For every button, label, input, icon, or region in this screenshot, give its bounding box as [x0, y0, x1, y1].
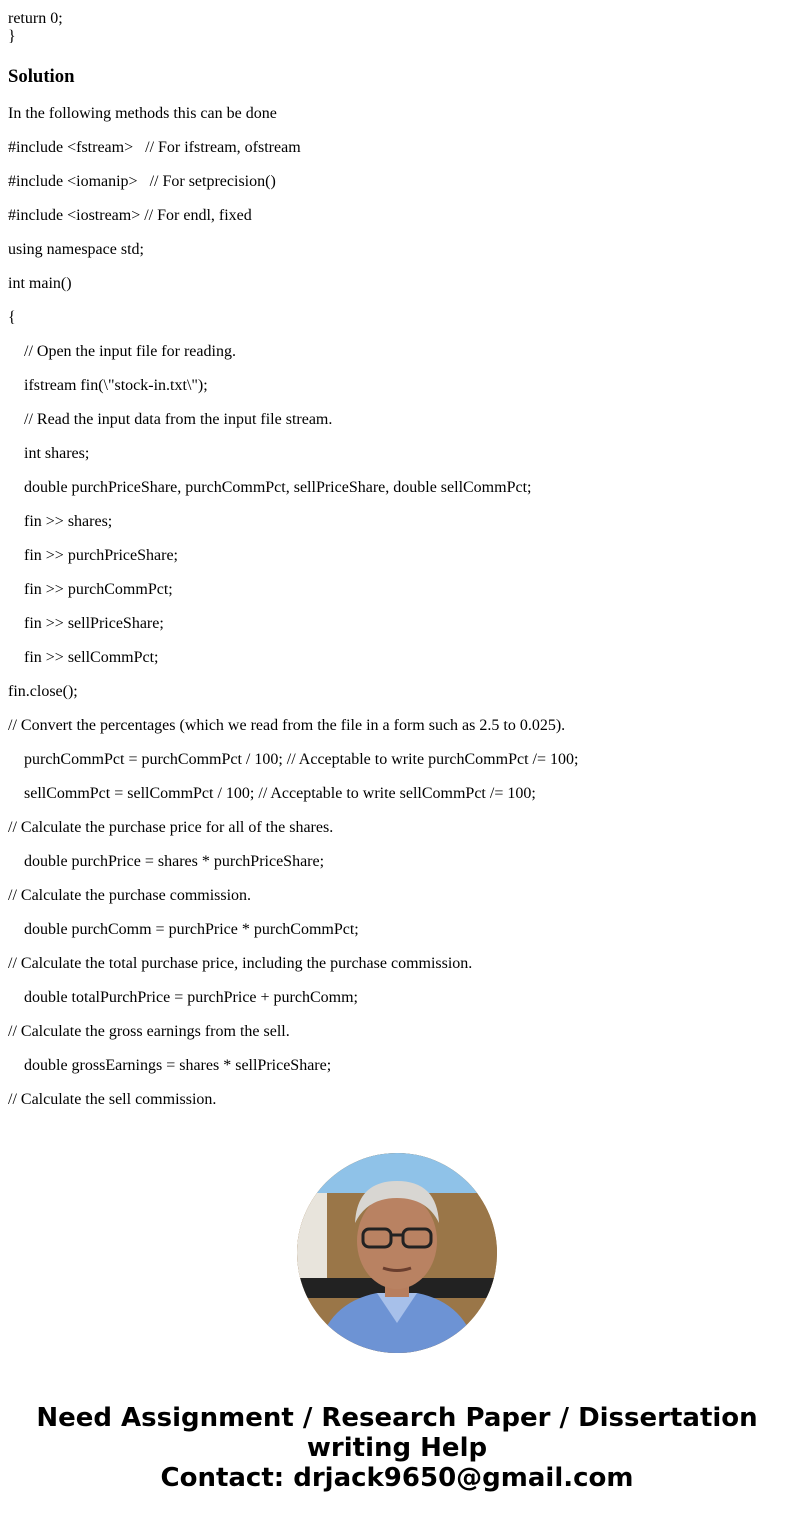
- banner-line: Need Assignment / Research Paper / Dissertation: [36, 1403, 758, 1433]
- solution-body: [8, 105, 788, 1125]
- code-line: // Calculate the total purchase price, including the purchase commission.: [8, 955, 473, 972]
- code-line: // Convert the percentages (which we read from the file in a form such as 2.5 to 0.025).: [8, 717, 566, 734]
- code-line: double purchPriceShare, purchCommPct, sellPriceShare, double sellCommPct;: [24, 479, 532, 496]
- code-line: #include <iostream> // For endl, fixed: [8, 207, 252, 224]
- code-line: {: [8, 309, 16, 326]
- code-line: fin >> purchPriceShare;: [24, 547, 178, 564]
- code-line: sellCommPct = sellCommPct / 100; // Acceptable to write sellCommPct /= 100;: [24, 785, 536, 802]
- contact-banner: [0, 1403, 794, 1493]
- code-line: fin.close();: [8, 683, 78, 700]
- code-line: using namespace std;: [8, 241, 144, 258]
- code-line: double purchPrice = shares * purchPriceShare;: [24, 853, 325, 870]
- code-line: fin >> shares;: [24, 513, 113, 530]
- code-line: // Calculate the sell commission.: [8, 1091, 217, 1108]
- code-line: return 0;: [8, 10, 63, 27]
- contact-email: Contact: drjack9650@gmail.com: [160, 1463, 634, 1493]
- previous-code-tail: [8, 10, 63, 46]
- code-line: #include <iomanip> // For setprecision(): [8, 173, 276, 190]
- code-line: #include <fstream> // For ifstream, ofstream: [8, 139, 301, 156]
- author-photo: [297, 1153, 497, 1353]
- code-line: // Calculate the purchase commission.: [8, 887, 252, 904]
- code-line: // Open the input file for reading.: [24, 343, 236, 360]
- code-line: // Read the input data from the input file stream.: [24, 411, 333, 428]
- code-line: // Calculate the purchase price for all of the shares.: [8, 819, 334, 836]
- person-portrait-icon: [297, 1153, 497, 1353]
- solution-heading: Solution: [8, 66, 75, 87]
- code-line: In the following methods this can be done: [8, 105, 277, 122]
- code-line: double grossEarnings = shares * sellPriceShare;: [24, 1057, 332, 1074]
- code-line: ifstream fin(\"stock-in.txt\");: [24, 377, 208, 394]
- code-line: fin >> purchCommPct;: [24, 581, 173, 598]
- code-line: fin >> sellPriceShare;: [24, 615, 164, 632]
- code-line: purchCommPct = purchCommPct / 100; // Acceptable to write purchCommPct /= 100;: [24, 751, 579, 768]
- code-line: fin >> sellCommPct;: [24, 649, 159, 666]
- code-line: double totalPurchPrice = purchPrice + purchComm;: [24, 989, 358, 1006]
- code-line: }: [8, 28, 16, 45]
- code-line: // Calculate the gross earnings from the sell.: [8, 1023, 290, 1040]
- code-line: double purchComm = purchPrice * purchCommPct;: [24, 921, 359, 938]
- banner-line: writing Help: [306, 1433, 488, 1463]
- code-line: int shares;: [24, 445, 90, 462]
- code-line: int main(): [8, 275, 72, 292]
